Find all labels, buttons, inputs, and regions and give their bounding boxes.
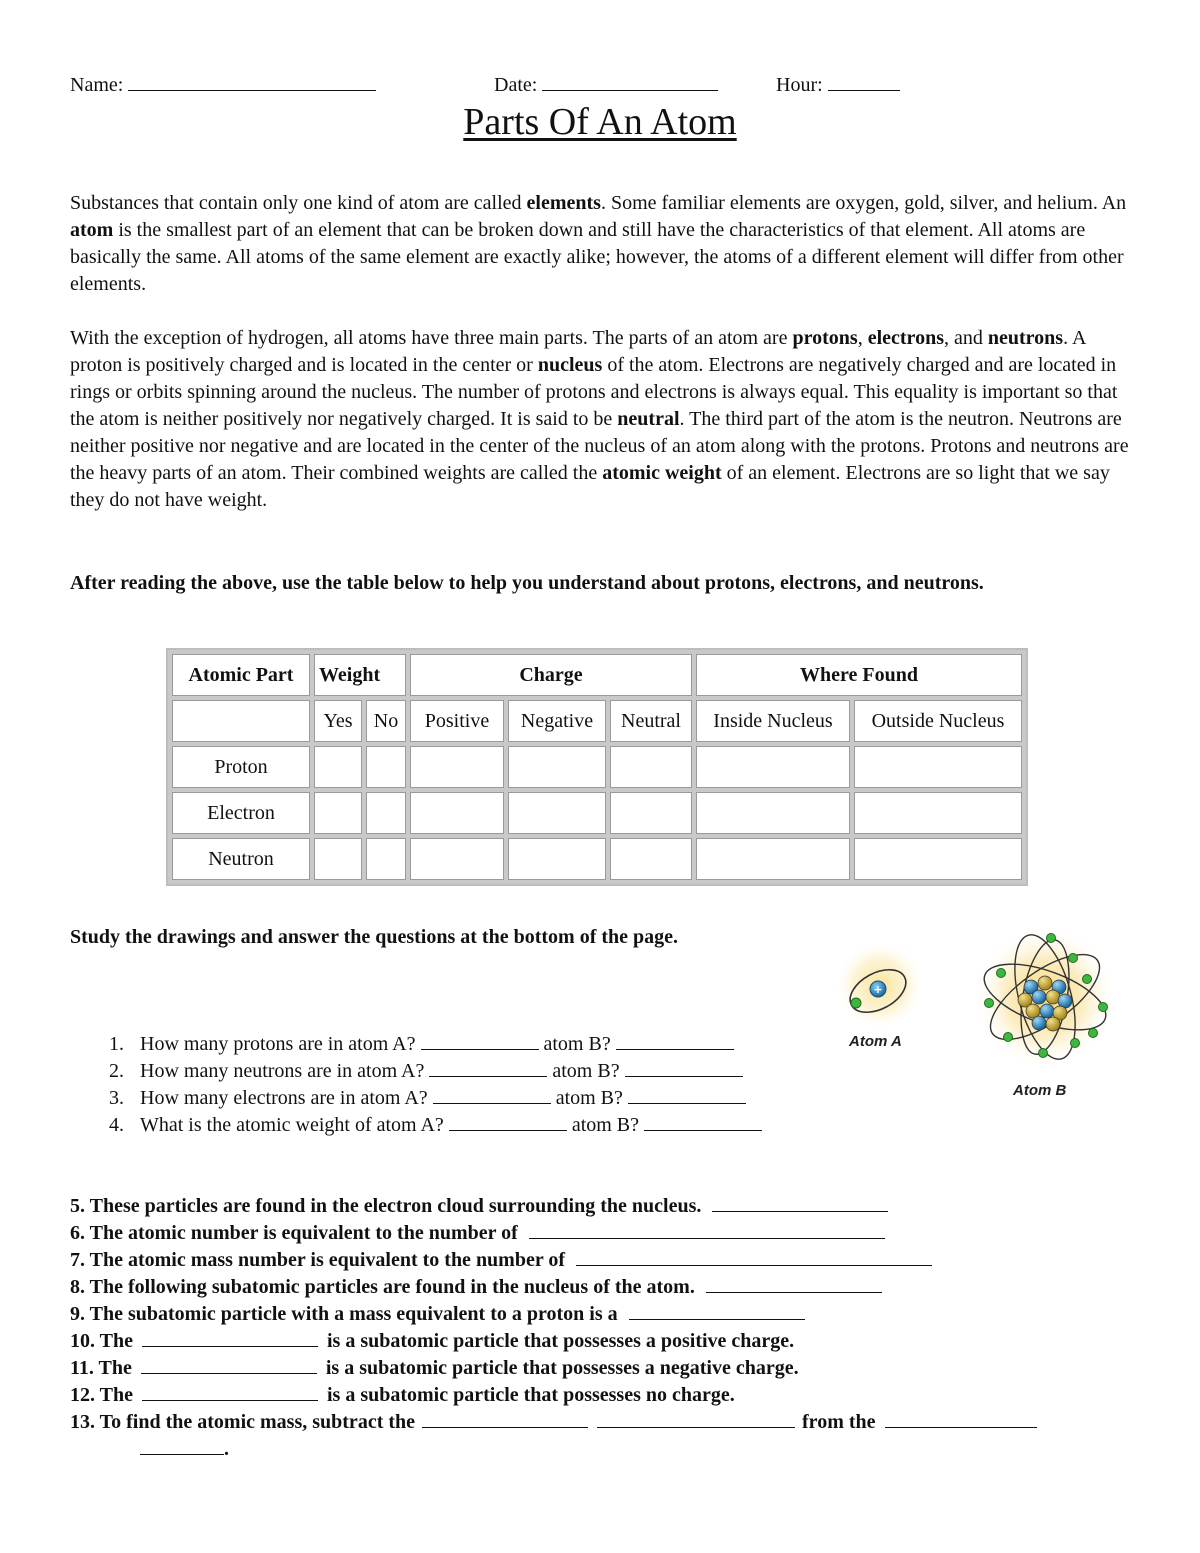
subheader-negative: Negative <box>508 700 606 742</box>
cell-blank[interactable] <box>366 838 406 880</box>
cell-blank[interactable] <box>610 746 692 788</box>
table-subheader-row <box>172 700 1022 742</box>
answer-blank[interactable] <box>140 1436 224 1455</box>
table-instruction: After reading the above, use the table below to help you understand about protons, electrons, and neutrons. <box>70 572 984 594</box>
date-blank[interactable] <box>542 72 718 91</box>
answer-blank[interactable] <box>625 1058 743 1077</box>
list-item <box>100 1085 860 1112</box>
para2-text-1: With the exception of hydrogen, all atoms have three main parts. The parts of an atom are <box>70 327 793 349</box>
table-row <box>172 746 1022 788</box>
answer-blank[interactable] <box>576 1247 932 1266</box>
list-item <box>70 1220 1150 1247</box>
question-number: 3. <box>109 1087 124 1109</box>
question-10-end: is a subatomic particle that possesses a positive charge. <box>326 1330 795 1352</box>
cell-blank[interactable] <box>314 838 362 880</box>
list-item <box>70 1436 1150 1463</box>
cell-blank[interactable] <box>610 792 692 834</box>
answer-blank[interactable] <box>644 1112 762 1131</box>
answer-blank[interactable] <box>422 1409 588 1428</box>
atom-questions <box>100 1031 860 1139</box>
para2-bold-electrons: electrons <box>867 327 944 349</box>
question-11-end: is a subatomic particle that possesses a negative charge. <box>325 1357 799 1379</box>
subheader-positive: Positive <box>410 700 504 742</box>
cell-blank[interactable] <box>696 746 850 788</box>
answer-blank[interactable] <box>616 1031 734 1050</box>
question-4-text: What is the atomic weight of atom A? <box>140 1114 444 1136</box>
question-text <box>140 1058 743 1085</box>
para2-text-3: , and <box>943 327 988 349</box>
list-item <box>70 1301 1150 1328</box>
table-row <box>172 838 1022 880</box>
svg-text:+: + <box>873 983 883 996</box>
list-item <box>100 1112 860 1139</box>
answer-blank[interactable] <box>529 1220 885 1239</box>
name-blank[interactable] <box>128 72 376 91</box>
subheader-outside-nucleus: Outside Nucleus <box>854 700 1022 742</box>
question-7-text: 7. The atomic mass number is equivalent to the number of <box>70 1249 566 1271</box>
header-atomic-part: Atomic Part <box>172 654 310 696</box>
para2-text-2: , <box>857 327 868 349</box>
question-number: 4. <box>109 1114 124 1136</box>
question-2-atom-b: atom B? <box>552 1060 620 1082</box>
question-number: 1. <box>109 1033 124 1055</box>
cell-blank[interactable] <box>854 746 1022 788</box>
row-label-neutron: Neutron <box>172 838 310 880</box>
date-field-group <box>494 72 718 97</box>
row-label-proton: Proton <box>172 746 310 788</box>
cell-blank[interactable] <box>696 838 850 880</box>
cell-blank[interactable] <box>366 792 406 834</box>
answer-blank[interactable] <box>142 1382 318 1401</box>
list-item <box>100 1058 860 1085</box>
list-item <box>70 1382 1150 1409</box>
para1-text-2: . Some familiar elements are oxygen, gold, silver, and helium. An <box>600 192 1127 214</box>
question-11-start: 11. The <box>70 1357 132 1379</box>
hour-blank[interactable] <box>828 72 900 91</box>
question-1-text: How many protons are in atom A? <box>140 1033 416 1055</box>
subheader-no: No <box>366 700 406 742</box>
question-4-atom-b: atom B? <box>571 1114 640 1136</box>
cell-blank[interactable] <box>508 838 606 880</box>
hour-field-group <box>776 72 900 97</box>
header-where-found: Where Found <box>696 654 1022 696</box>
list-item <box>70 1355 1150 1382</box>
answer-blank[interactable] <box>629 1301 805 1320</box>
paragraph-parts <box>70 325 1135 514</box>
question-number: 2. <box>109 1060 124 1082</box>
answer-blank[interactable] <box>142 1328 318 1347</box>
table-header-row <box>172 654 1022 696</box>
list-item <box>70 1409 1150 1436</box>
cell-blank[interactable] <box>610 838 692 880</box>
answer-blank[interactable] <box>433 1085 551 1104</box>
cell-blank[interactable] <box>508 792 606 834</box>
para2-text-5: of the atom. Electrons are negatively charged and are located in rings or orbits spinning around the nucleus. The number of protons and electrons is always equal. This equality is important so that the atom is neither positively nor negatively charged. It is said to be <box>70 354 1118 430</box>
drawings-instruction: Study the drawings and answer the questions at the bottom of the page. <box>70 926 679 948</box>
name-label: Name: <box>70 74 124 96</box>
cell-blank[interactable] <box>410 746 504 788</box>
answer-blank[interactable] <box>628 1085 746 1104</box>
para2-bold-neutrons: neutrons <box>987 327 1064 349</box>
subheader-inside-nucleus: Inside Nucleus <box>696 700 850 742</box>
subheader-blank <box>172 700 310 742</box>
question-12-end: is a subatomic particle that possesses no charge. <box>326 1384 735 1406</box>
table-row <box>172 792 1022 834</box>
cell-blank[interactable] <box>508 746 606 788</box>
list-item <box>100 1031 860 1058</box>
answer-blank[interactable] <box>429 1058 547 1077</box>
atom-b-illustration <box>965 925 1125 1075</box>
answer-blank[interactable] <box>706 1274 882 1293</box>
para1-text-1: Substances that contain only one kind of atom are called <box>70 192 527 214</box>
header <box>70 72 1130 102</box>
cell-blank[interactable] <box>314 792 362 834</box>
list-item <box>70 1274 1150 1301</box>
answer-blank[interactable] <box>421 1031 539 1050</box>
para2-bold-atomic-weight: atomic weight <box>602 462 722 484</box>
question-5-text: 5. These particles are found in the electron cloud surrounding the nucleus. <box>70 1195 702 1217</box>
paragraph-elements <box>70 190 1135 298</box>
cell-blank[interactable] <box>696 792 850 834</box>
cell-blank[interactable] <box>366 746 406 788</box>
question-9-text: 9. The subatomic particle with a mass equivalent to a proton is a <box>70 1303 618 1325</box>
question-text <box>140 1085 746 1112</box>
para1-text-3: is the smallest part of an element that can be broken down and still have the characteristics of that element. All atoms are basically the same. All atoms of the same element are exactly alike; however, the atoms of a different element will differ from other elements. <box>70 219 1124 295</box>
answer-blank[interactable] <box>597 1409 795 1428</box>
cell-blank[interactable] <box>410 792 504 834</box>
cell-blank[interactable] <box>854 838 1022 880</box>
hour-label: Hour: <box>776 74 823 96</box>
question-text <box>140 1031 734 1058</box>
cell-blank[interactable] <box>854 792 1022 834</box>
question-3-atom-b: atom B? <box>555 1087 623 1109</box>
cell-blank[interactable] <box>314 746 362 788</box>
list-item <box>70 1328 1150 1355</box>
question-8-text: 8. The following subatomic particles are found in the nucleus of the atom. <box>70 1276 695 1298</box>
subheader-yes: Yes <box>314 700 362 742</box>
answer-blank[interactable] <box>141 1355 317 1374</box>
question-1-atom-b: atom B? <box>543 1033 611 1055</box>
answer-blank[interactable] <box>885 1409 1037 1428</box>
header-weight: Weight <box>314 654 406 696</box>
question-10-start: 10. The <box>70 1330 133 1352</box>
review-questions <box>70 1193 1150 1463</box>
para1-bold-atom: atom <box>70 219 114 241</box>
list-item <box>70 1247 1150 1274</box>
date-label: Date: <box>494 74 538 96</box>
subheader-neutral: Neutral <box>610 700 692 742</box>
question-13-start: 13. To find the atomic mass, subtract the <box>70 1411 416 1433</box>
para2-text-6: . The third part of the atom is the neutron. Neutrons are neither positive nor negative and are located in the center of the nucleus of an atom along with the protons. Protons and neutrons are the heavy parts of an atom. Their combined weights are called the <box>70 408 1129 484</box>
para2-text-4: . A proton is positively charged and is located in the center or <box>70 327 1086 376</box>
question-2-text: How many neutrons are in atom A? <box>140 1060 425 1082</box>
row-label-electron: Electron <box>172 792 310 834</box>
page-title: Parts Of An Atom <box>463 101 737 143</box>
answer-blank[interactable] <box>449 1112 567 1131</box>
question-text <box>140 1112 762 1139</box>
name-field-group <box>70 72 376 97</box>
para2-bold-nucleus: nucleus <box>537 354 603 376</box>
cell-blank[interactable] <box>410 838 504 880</box>
para2-text-7: of an element. Electrons are so light that we say they do not have weight. <box>70 462 1110 511</box>
answer-blank[interactable] <box>712 1193 888 1212</box>
list-item <box>70 1193 1150 1220</box>
question-6-text: 6. The atomic number is equivalent to the number of <box>70 1222 518 1244</box>
para1-bold-elements: elements <box>526 192 601 214</box>
header-charge: Charge <box>410 654 692 696</box>
para2-bold-protons: protons <box>792 327 858 349</box>
question-13-from: from the <box>802 1411 876 1433</box>
question-3-text: How many electrons are in atom A? <box>140 1087 428 1109</box>
question-12-start: 12. The <box>70 1384 133 1406</box>
question-13-period: . <box>224 1438 229 1460</box>
atomic-parts-table <box>166 648 1028 886</box>
atom-b-label: Atom B <box>1013 1082 1067 1099</box>
atom-a-label: Atom A <box>849 1033 902 1050</box>
para2-bold-neutral: neutral <box>617 408 680 430</box>
